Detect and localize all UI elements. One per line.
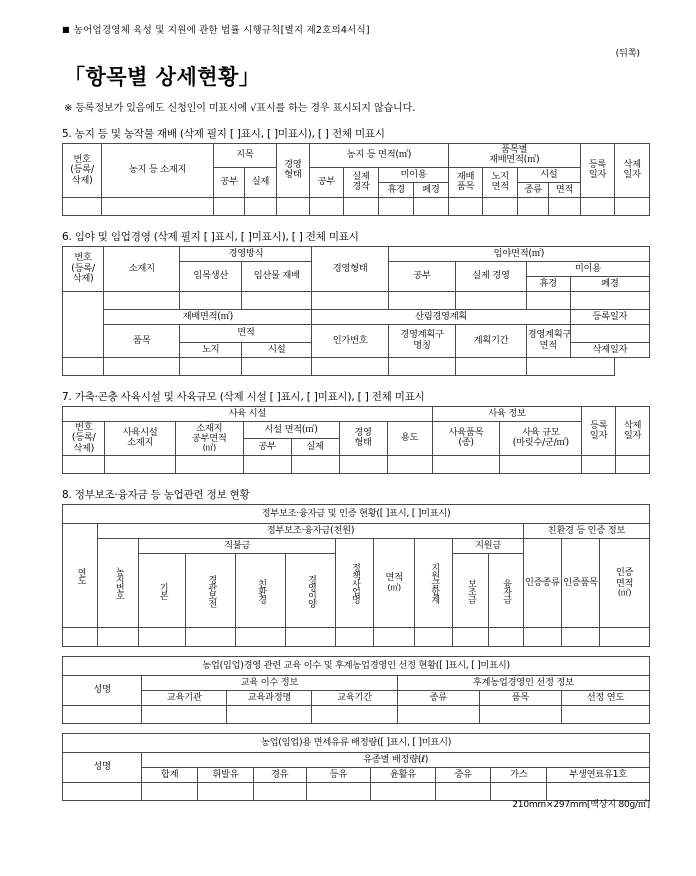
s8-basic: 기본 xyxy=(139,554,186,628)
s5-crop-item: 재배 품목 xyxy=(448,167,483,197)
table-row xyxy=(63,456,650,474)
section-8-label: 8. 정부보조·융자금 등 농업관련 정보 현황 xyxy=(62,489,250,502)
s8-group-direct-payment: 직불금 xyxy=(139,539,336,554)
s8-edu-course: 교육과정명 xyxy=(227,691,312,706)
s6-cell-number[interactable] xyxy=(63,291,104,357)
s6-cell-regdate-value[interactable] xyxy=(570,324,649,342)
s5-col-mgmt-form: 경영 형태 xyxy=(276,144,310,198)
s8-edu-cell[interactable] xyxy=(312,706,397,724)
s5-group-jimok: 지목 xyxy=(213,144,276,168)
s8-cell[interactable] xyxy=(453,628,488,647)
s6-cell[interactable] xyxy=(526,291,570,309)
s8-group-support: 지원금 xyxy=(453,539,523,554)
s6-cell[interactable] xyxy=(388,357,456,375)
s8-successor-kind: 종류 xyxy=(397,691,479,706)
s8-fuel-cell[interactable] xyxy=(197,783,253,801)
s6-item: 품목 xyxy=(104,324,180,357)
s6-col-mgmt-form: 경영형태 xyxy=(312,246,388,291)
s8-col-year: 연도 xyxy=(63,524,98,628)
s8-successor-year: 선정 연도 xyxy=(561,691,649,706)
s6-cell[interactable] xyxy=(242,291,312,309)
s8-fuel-byproduct: 부생연료유1호 xyxy=(547,768,650,783)
s7-cell[interactable] xyxy=(243,456,291,474)
s8-fuel-cell[interactable] xyxy=(371,783,436,801)
s5-cell[interactable] xyxy=(483,197,518,215)
s5-cell[interactable] xyxy=(615,197,650,215)
s6-cell[interactable] xyxy=(312,357,388,375)
s6-plan-area: 경영계획구 면적 xyxy=(526,324,570,357)
s8-fuel-diesel: 경유 xyxy=(253,768,306,783)
section-7-label: 7. 가축·곤충 사육시설 및 사육규모 (삭제 시설 [ ]표시, [ ]미표시), [ ] 전체 미표시 xyxy=(62,390,425,403)
s6-unused-hyu: 휴경 xyxy=(526,276,570,291)
s8-fuel-kerosene: 등유 xyxy=(306,768,371,783)
paper-spec-footer: 210mm×297mm[백상지 80g/㎡] xyxy=(512,800,650,810)
s7-facility-location: 사육시설 소재지 xyxy=(105,421,176,455)
s8-landscape: 경관보전 xyxy=(186,554,236,628)
table-row xyxy=(63,706,650,724)
s8-cert-item: 인증품목 xyxy=(561,539,599,628)
s5-area-gongbu: 공부 xyxy=(310,167,344,197)
s6-cell[interactable] xyxy=(456,357,526,375)
section-5-label: 5. 농지 등 및 농작물 재배 (삭제 필지 [ ]표시, [ ]미표시), [ ] 전체 미표시 xyxy=(62,128,385,140)
s8-loan: 융자금 xyxy=(488,554,523,628)
s6-cell[interactable] xyxy=(312,291,388,309)
s5-facility-kind: 종류 xyxy=(517,182,548,197)
s6-reg-date: 등록일자 xyxy=(570,309,649,324)
s7-breed-scale: 사육 규모 (마릿수/군/㎡) xyxy=(500,421,582,455)
s8-fuel-cell[interactable] xyxy=(306,783,371,801)
s5-group-area: 농지 등 면적(㎡) xyxy=(310,144,449,168)
page-title: 「항목별 상세현황」 xyxy=(64,65,261,89)
s7-area-gongbu: 공부 xyxy=(243,438,291,455)
s5-jimok-gongbu: 공부 xyxy=(213,167,244,197)
s5-cell[interactable] xyxy=(580,197,615,215)
s8-fuel-cell[interactable] xyxy=(253,783,306,801)
s7-mgmt-form: 경영 형태 xyxy=(339,421,387,455)
s8-cert-type: 인증종류 xyxy=(523,539,561,628)
s8-transfer: 경영이양 xyxy=(286,554,336,628)
s8-fuel-caption: 농업(임업)용 면세유류 배정량([ ]표시, [ ]미표시) xyxy=(63,734,650,753)
s8-subsidy-caption: 정부보조·융자금 및 인증 현황([ ]표시, [ ]미표시) xyxy=(63,505,650,524)
section-6-table xyxy=(62,246,650,376)
s5-cell[interactable] xyxy=(379,197,414,215)
s8-total-support: 지원금합계 xyxy=(415,539,453,628)
s8-fuel-heavy-oil: 중유 xyxy=(435,768,491,783)
s8-fuel-name: 성명 xyxy=(63,753,142,783)
table-row xyxy=(63,357,650,375)
s6-facility: 시설 xyxy=(242,342,312,357)
s6-cell[interactable] xyxy=(180,357,242,375)
s7-col-reg-date: 등록 일자 xyxy=(582,406,616,455)
s6-plan-period: 계획기간 xyxy=(456,324,526,357)
s7-cell[interactable] xyxy=(582,456,616,474)
s6-del-date: 삭제일자 xyxy=(570,342,649,357)
s8-cell[interactable] xyxy=(236,628,286,647)
s8-edu-org: 교육기관 xyxy=(142,691,227,706)
s7-purpose: 용도 xyxy=(387,421,432,455)
s6-cell[interactable] xyxy=(63,357,104,375)
s8-cell[interactable] xyxy=(139,628,186,647)
section-8-education-table xyxy=(62,656,650,724)
s8-successor-item: 품목 xyxy=(479,691,561,706)
s8-education-caption: 농업(임업)경영 관련 교육 이수 및 후계농업경영인 선정 현황([ ]표시, [ ]미표시) xyxy=(63,657,650,676)
s8-cell[interactable] xyxy=(415,628,453,647)
s8-edu-cell[interactable] xyxy=(479,706,561,724)
s8-edu-cell[interactable] xyxy=(63,706,142,724)
s7-cell[interactable] xyxy=(175,456,243,474)
s8-cell[interactable] xyxy=(286,628,336,647)
s8-cell[interactable] xyxy=(374,628,415,647)
s5-cell[interactable] xyxy=(245,197,276,215)
s5-cell[interactable] xyxy=(102,197,214,215)
s6-unused-pye: 폐경 xyxy=(570,276,649,291)
s6-group-unused: 미이용 xyxy=(526,261,649,276)
s6-cell[interactable] xyxy=(570,291,649,309)
s5-open-area: 노지 면적 xyxy=(483,167,518,197)
s7-cell[interactable] xyxy=(387,456,432,474)
s8-fuel-gas: 가스 xyxy=(491,768,547,783)
s6-group-mgmt-method: 경영방식 xyxy=(180,246,312,261)
s6-cell[interactable] xyxy=(526,357,614,375)
s5-group-facility: 시설 xyxy=(517,167,580,182)
s7-group-breeding-info: 사육 정보 xyxy=(432,406,582,421)
s7-cell[interactable] xyxy=(105,456,176,474)
s7-group-facility-area: 시설 면적(㎡) xyxy=(243,421,339,438)
s5-col-del-date: 삭제 일자 xyxy=(615,144,650,198)
s5-cell[interactable] xyxy=(310,197,344,215)
s8-cell[interactable] xyxy=(523,628,561,647)
s7-cell[interactable] xyxy=(63,456,105,474)
s6-cell[interactable] xyxy=(104,291,180,309)
s8-cell[interactable] xyxy=(98,628,139,647)
s8-fuel-cell[interactable] xyxy=(63,783,142,801)
s5-cell[interactable] xyxy=(549,197,580,215)
s5-col-location: 농지 등 소재지 xyxy=(102,144,214,198)
s6-cell[interactable] xyxy=(456,291,526,309)
s5-group-item-area: 품목별 재배면적(㎡) xyxy=(448,144,580,168)
s5-group-unused: 미이용 xyxy=(379,167,448,182)
s5-cell[interactable] xyxy=(448,197,483,215)
section-6-label: 6. 임야 및 임업경영 (삭제 필지 [ ]표시, [ ]미표시), [ ] 전체 미표시 xyxy=(62,230,359,243)
s5-col-reg-date: 등록 일자 xyxy=(580,144,615,198)
s8-cell[interactable] xyxy=(600,628,650,647)
s6-cell[interactable] xyxy=(180,291,242,309)
section-8-subsidy-table xyxy=(62,504,650,647)
s7-cell[interactable] xyxy=(291,456,339,474)
s6-col-location: 소재지 xyxy=(104,246,180,291)
s8-grant: 보조금 xyxy=(453,554,488,628)
s6-cell[interactable] xyxy=(242,357,312,375)
s8-group-edu-info: 교육 이수 정보 xyxy=(142,676,397,691)
s7-cell[interactable] xyxy=(616,456,650,474)
s7-col-number: 번호 (등록/ 삭제) xyxy=(63,421,105,455)
law-reference xyxy=(62,22,650,36)
s8-farm-no: 농지번호 xyxy=(98,539,139,628)
table-row xyxy=(63,197,650,215)
section-7-table xyxy=(62,406,650,474)
s8-edu-name: 성명 xyxy=(63,676,142,706)
s7-group-facility: 사육 시설 xyxy=(63,406,433,421)
s8-cell[interactable] xyxy=(63,628,98,647)
s6-gongbu: 공부 xyxy=(388,261,456,291)
s7-cell[interactable] xyxy=(432,456,500,474)
s6-group-forest-plan: 산림경영계획 xyxy=(312,309,570,324)
s6-actual-mgmt: 실제 경영 xyxy=(456,261,526,291)
s8-cell[interactable] xyxy=(186,628,236,647)
form-note: ※ 등록정보가 있음에도 신청인이 미표시에 √표시를 하는 경우 표시되지 않습니다. xyxy=(64,103,416,114)
s8-edu-cell[interactable] xyxy=(561,706,649,724)
s6-group-forest-area: 임야면적(㎡) xyxy=(388,246,649,261)
s8-fuel-cell[interactable] xyxy=(142,783,198,801)
s8-group-subsidy: 정부보조·융자금(천원) xyxy=(98,524,524,539)
section-8-fuel-table xyxy=(62,733,650,801)
s8-edu-cell[interactable] xyxy=(397,706,479,724)
s7-breed-item: 사육품목 (종) xyxy=(432,421,500,455)
s6-plan-district: 경영계획구 명칭 xyxy=(388,324,456,357)
s6-group-area: 면적 xyxy=(180,324,312,342)
s8-group-fuel: 유종별 배정량(ℓ) xyxy=(142,753,650,768)
law-reference-text: 농어업경영체 육성 및 지원에 관한 법률 시행규칙[별지 제2호의4서식] xyxy=(73,25,370,36)
s6-cell[interactable] xyxy=(104,357,180,375)
s8-group-successor-info: 후계농업경영인 선정 정보 xyxy=(397,676,649,691)
s6-open-land: 노지 xyxy=(180,342,242,357)
s5-cell[interactable] xyxy=(213,197,244,215)
s8-fuel-total: 합계 xyxy=(142,768,198,783)
s7-col-del-date: 삭제 일자 xyxy=(616,406,650,455)
s8-cell[interactable] xyxy=(488,628,523,647)
s8-fuel-lubricant: 윤활유 xyxy=(371,768,436,783)
table-row xyxy=(63,291,650,309)
s6-approval-no: 인가번호 xyxy=(312,324,388,357)
s8-fuel-gasoline: 휘발유 xyxy=(197,768,253,783)
s7-cell[interactable] xyxy=(339,456,387,474)
s5-col-number: 번호 (등록/ 삭제) xyxy=(63,144,102,198)
s5-cell[interactable] xyxy=(414,197,449,215)
s5-unused-pye: 폐경 xyxy=(414,182,449,197)
s5-unused-hyu: 휴경 xyxy=(379,182,414,197)
s8-edu-cell[interactable] xyxy=(142,706,227,724)
s5-cell[interactable] xyxy=(63,197,102,215)
s8-cell[interactable] xyxy=(335,628,373,647)
s8-area: 면적 (㎡) xyxy=(374,539,415,628)
s5-facility-area: 면적 xyxy=(549,182,580,197)
s6-group-cultivation-area: 재배면적(㎡) xyxy=(104,309,312,324)
s5-cell[interactable] xyxy=(517,197,548,215)
s5-cell[interactable] xyxy=(343,197,379,215)
table-row xyxy=(63,628,650,647)
s6-col-number: 번호 (등록/ 삭제) xyxy=(63,246,104,291)
s8-group-cert: 친환경 등 인증 정보 xyxy=(523,524,649,539)
s8-cert-area: 인증 면적 (㎡) xyxy=(600,539,650,628)
s7-registered-area: 소재지 공부면적 (㎡) xyxy=(175,421,243,455)
s6-cell[interactable] xyxy=(388,291,456,309)
s8-edu-period: 교육기간 xyxy=(312,691,397,706)
bullet-square-icon: ■ xyxy=(62,25,70,34)
s6-timber: 임목생산 xyxy=(180,261,242,291)
s8-eco: 친환경 xyxy=(236,554,286,628)
s8-fuel-cell[interactable] xyxy=(435,783,491,801)
s8-edu-cell[interactable] xyxy=(227,706,312,724)
s6-forest-product: 임산물 재배 xyxy=(242,261,312,291)
page-side-marker: (뒤쪽) xyxy=(615,49,640,59)
s5-cell[interactable] xyxy=(276,197,310,215)
s7-cell[interactable] xyxy=(500,456,582,474)
s5-jimok-silje: 실제 xyxy=(245,167,276,197)
s8-cell[interactable] xyxy=(561,628,599,647)
s5-area-silje: 실제 경작 xyxy=(343,167,379,197)
s8-policy-project: 정책사업명 xyxy=(335,539,373,628)
s7-area-silje: 실제 xyxy=(291,438,339,455)
section-5-table xyxy=(62,143,650,216)
